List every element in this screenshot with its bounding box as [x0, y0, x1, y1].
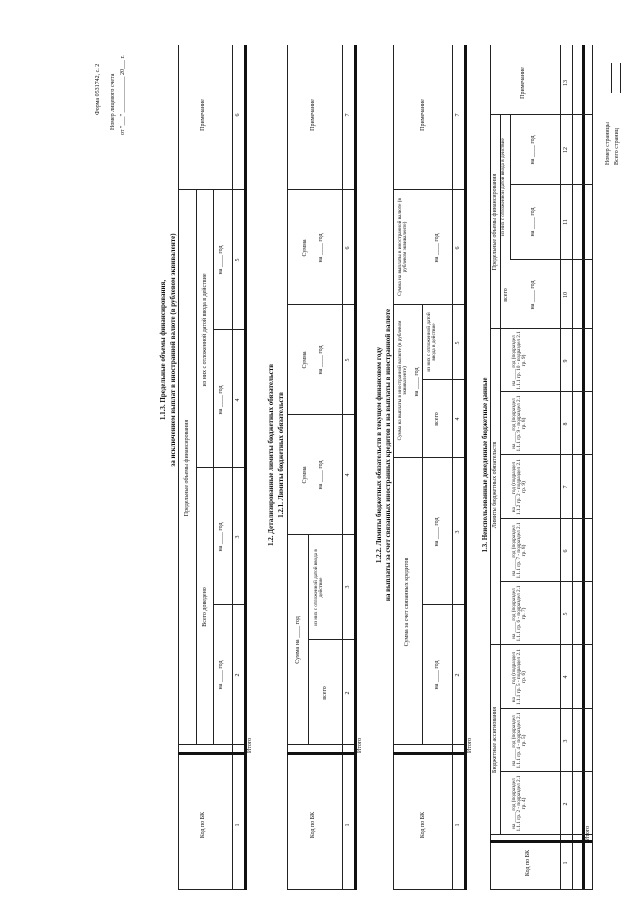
s121-year-4: на ____ год: [318, 460, 324, 490]
s122-num-4: 4: [455, 417, 461, 421]
s122-line-note: [393, 189, 464, 190]
s13-line-left: [490, 889, 592, 890]
s13-cell-9: на ____ год (подраздел 1.1.1 гр. 10 - подраздел 2.1 гр. 9): [511, 331, 528, 390]
s122-num-2: 2: [455, 673, 461, 677]
s121-line-bottom: [354, 45, 357, 890]
s122-col-currency: Сумма на выплаты в иностранной валюте (в рублевом эквиваленте): [397, 198, 409, 296]
s122-line-bottom: [464, 45, 467, 890]
s113-num-4: 4: [235, 398, 241, 402]
total-pages-line: [620, 63, 621, 93]
s121-num-5: 5: [345, 358, 351, 362]
date-line: от "___" ____________ 20___ г.: [120, 55, 126, 135]
s122-line-nums: [452, 45, 453, 890]
total-pages-label: Всего страниц: [614, 128, 620, 165]
s122-line-mid: [393, 457, 464, 458]
s122-total: Итого: [467, 737, 473, 753]
s13-fin-deferred: из них с отложенной датой ввода в действие: [500, 138, 506, 236]
s121-deferred: из них с отложенной датой ввода в действие: [313, 549, 325, 626]
s113-group-label: Предельные объемы финансирования: [184, 419, 190, 517]
s121-year-6: на ____ год: [318, 233, 324, 263]
s113-num-1: 1: [235, 823, 241, 827]
s121-line-sub: [308, 535, 309, 745]
s121-num-1: 1: [345, 823, 351, 827]
s113-year-2: на ____ год: [218, 522, 224, 552]
s13-line-total: [490, 840, 592, 843]
s13-year-10: на ____ год: [530, 280, 536, 310]
s121-line-top: [287, 45, 288, 890]
s113-year-1: на ____ год: [218, 660, 224, 690]
s13-num-9: 9: [563, 359, 569, 363]
form-code: Форма 0531742, с. 2: [95, 63, 101, 115]
s121-title: 1.2.1. Лимиты бюджетных обязательств: [277, 392, 285, 518]
s13-line-c7: [500, 518, 592, 519]
s13-col-note: Примечание: [520, 67, 526, 99]
s122-col-note: Примечание: [420, 99, 426, 131]
s13-num-12: 12: [563, 147, 569, 153]
s121-line-c5: [287, 304, 354, 305]
s113-line-left: [178, 889, 244, 890]
s121-total: Итого: [357, 737, 363, 753]
s13-num-7: 7: [563, 485, 569, 489]
s122-group-currency-year: на ____ год: [414, 367, 420, 397]
s13-num-6: 6: [563, 549, 569, 553]
s121-year-5: на ____ год: [318, 345, 324, 375]
s13-year-12: на ____ год: [530, 135, 536, 165]
s122-year-6: на ____ год: [434, 233, 440, 263]
s13-num-5: 5: [563, 612, 569, 616]
s13-cell-8: на ____ год (подраздел 1.1.1 гр. 9 - подраздел 2.1 гр. 8): [511, 395, 528, 452]
s122-line-left: [393, 889, 464, 890]
s121-line-nums: [342, 45, 343, 890]
s13-num-13: 13: [563, 80, 569, 86]
s122-title-line2: на выплаты за счет связанных иностранных кредитов и на выплаты в иностранной валюте: [384, 308, 392, 602]
s113-num-3: 3: [235, 535, 241, 539]
s122-deferred: из них с отложенной датой ввода в действие: [426, 312, 438, 372]
s122-line-total: [393, 752, 464, 755]
s13-num-2: 2: [563, 802, 569, 806]
s13-line-c11: [510, 259, 592, 260]
s113-line-note: [178, 189, 244, 190]
s122-year-2: на ____ год: [434, 660, 440, 690]
s121-num-4: 4: [345, 473, 351, 477]
s121-line-code: [287, 744, 354, 745]
s113-title-line1: 1.1.3. Предельные объемы финансирования,: [159, 279, 167, 421]
s122-line-sub: [422, 305, 423, 745]
s13-fin-all: всего: [503, 288, 509, 302]
s121-line-left: [287, 889, 354, 890]
s122-num-1: 1: [455, 823, 461, 827]
s122-line-c6: [393, 304, 464, 305]
s13-num-3: 3: [563, 739, 569, 743]
s113-num-2: 2: [235, 673, 241, 677]
s121-sum-year: Сумма на ____ год: [295, 616, 301, 664]
s121-sum-4: Сумма: [302, 466, 308, 484]
s122-line-top: [393, 45, 394, 890]
s13-num-4: 4: [563, 675, 569, 679]
s122-all: всего: [434, 412, 440, 426]
s121-num-6: 6: [345, 246, 351, 250]
s113-line-total: [178, 752, 244, 755]
s13-col-code: Код по БК: [525, 849, 531, 877]
s121-num-3: 3: [345, 585, 351, 589]
s113-line-code: [178, 744, 244, 745]
s13-year-11: на ____ год: [530, 207, 536, 237]
s122-col-code: Код по БК: [420, 811, 426, 839]
s13-line-c4: [500, 708, 592, 709]
s113-sub-deferred: из них с отложенной датой ввода в действие: [202, 273, 208, 387]
s13-line-c5: [490, 644, 592, 645]
s13-title: 1.3. Неиспользованные доведенные бюджетные данные: [481, 377, 489, 553]
s13-line-row1: [572, 45, 573, 890]
s121-sum-5: Сумма: [302, 351, 308, 369]
s13-line-c6: [500, 581, 592, 582]
s121-num-2: 2: [345, 691, 351, 695]
s13-cell-2: на ____ год (подраздел 1.1.1 гр. 2 - подраздел 2.1 гр. 4): [511, 775, 528, 832]
page-number-label: Номер страницы: [605, 122, 611, 165]
s121-col-note: Примечание: [310, 99, 316, 131]
s13-line-code: [490, 834, 592, 835]
s13-line-note: [490, 114, 592, 115]
page-number-line: [611, 63, 612, 93]
s13-line-c12: [510, 184, 592, 185]
s13-line-top: [490, 45, 491, 890]
s13-cell-7: на ____ год (подраздел 1.1.2 гр. 2 - подраздел 2.1 гр. 9): [511, 459, 528, 515]
s113-title-line2: за исключением выплат в иностранной валюте (в рублевом эквиваленте): [169, 233, 177, 467]
s113-col-code: Код по БК: [200, 811, 206, 839]
s113-total: Итого: [247, 737, 253, 753]
s113-year-3: на ____ год: [218, 385, 224, 415]
s122-title-line1: 1.2.2. Лимиты бюджетных обязательств в текущем финансовом году: [375, 346, 383, 564]
s113-sub-total: Всего доведено: [202, 587, 208, 627]
s13-num-1: 1: [563, 861, 569, 865]
s13-total: Итого: [585, 825, 591, 841]
s13-grp-budget: Бюджетные ассигнования: [492, 707, 498, 773]
s13-cell-5: на ____ год (подраздел 1.1.1 гр. 6 - подраздел 2.1 гр. 7): [511, 585, 528, 642]
s122-num-5: 5: [455, 341, 461, 345]
s13-num-11: 11: [563, 219, 569, 225]
s121-col-code: Код по БК: [310, 811, 316, 839]
s122-group-related: Сумма за счет связанных кредитов: [404, 557, 410, 647]
s122-num-7: 7: [455, 113, 461, 117]
s113-num-5: 5: [235, 258, 241, 262]
s13-line-c10: [490, 328, 592, 329]
s113-col-note: Примечание: [200, 99, 206, 131]
s121-line-total: [287, 752, 354, 755]
s13-grp-limits: Лимиты бюджетных обязательств: [492, 441, 498, 529]
s13-grp-finance: Предельные объемы финансирования: [492, 173, 498, 271]
s13-line-row3: [592, 45, 593, 890]
s121-all: всего: [322, 686, 328, 700]
s13-line-c3: [500, 771, 592, 772]
s121-sum-6: Сумма: [302, 239, 308, 257]
s113-line-bottom: [244, 45, 247, 890]
s13-num-10: 10: [563, 292, 569, 298]
s113-line-mid: [196, 467, 244, 468]
s122-line-c4: [422, 379, 464, 380]
s122-year-3: на ____ год: [434, 517, 440, 547]
s13-cell-4: на ____ год (подраздел 1.1.1 гр. 5 - подраздел 2.1 гр. 6): [511, 649, 528, 705]
s121-num-7: 7: [345, 113, 351, 117]
s121-line-note: [287, 189, 354, 190]
s122-num-6: 6: [455, 246, 461, 250]
s12-title: 1.2. Детализированные лимиты бюджетных обязательств: [267, 364, 275, 546]
s122-group-currency: Сумма на выплаты в иностранной валюте (в рублевом эквиваленте): [397, 320, 409, 441]
s13-num-8: 8: [563, 422, 569, 426]
s121-line-c3: [287, 534, 354, 535]
s121-line-c4: [287, 414, 354, 415]
s122-line-code: [393, 744, 464, 745]
s122-num-3: 3: [455, 530, 461, 534]
s13-line-bottom: [582, 45, 585, 890]
s113-line-top: [178, 45, 179, 890]
s13-cell-3: на ____ год (подраздел 1.1.1 гр. 4 - подраздел 2.1 гр. 5): [511, 712, 528, 769]
s113-year-4: на ____ год: [218, 245, 224, 275]
s13-line-c9: [500, 391, 592, 392]
s13-cell-6: на ____ год (подраздел 1.1.1 гр. 7 - подраздел 2.1 гр. 8): [511, 522, 528, 579]
s13-line-nums: [560, 45, 561, 890]
account-number-label: Номер лицевого счета: [110, 73, 116, 130]
s113-line-c2: [213, 604, 244, 605]
s113-line-c4: [213, 329, 244, 330]
s13-line-fin-sub: [510, 115, 511, 260]
s13-line-c8: [500, 454, 592, 455]
s122-line-c2: [422, 604, 464, 605]
s113-num-6: 6: [235, 113, 241, 117]
s121-line-c2: [308, 639, 354, 640]
